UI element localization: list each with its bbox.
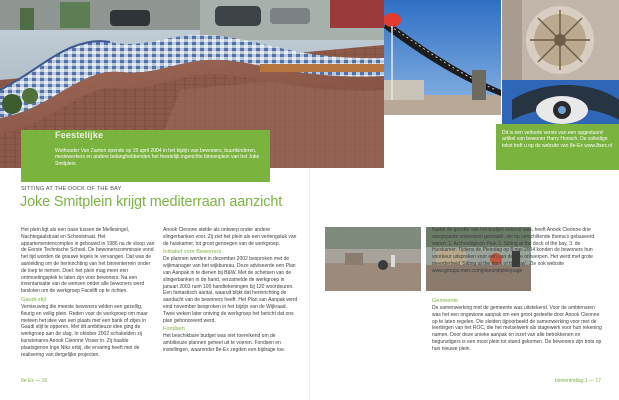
article-column-2 bbox=[163, 227, 298, 354]
paragraph: De samenwerking met de gemeente was uitstekend. Voor de ambtenaren was het een ongewone aanpak om een groot gedeelte door Anook Cleonne op te laten regelen. Die sleiden tijpoorbeeld de samenwerking voor met de leerlingen van het ROC, die het metselwerk als stagewerk voor hun rekening namen. Door deze unieke aanpak en inzet van alle betrokkenen en begunstigers is een mooi plein tot stand gekomen. De bewoners zijn trots op hun nieuwe plein. bbox=[432, 305, 602, 352]
paragraph: Nadat de grootte van het budget bekend was, heeft Anook Cleonne drie aangepaste ontwerpen gemaakt, die op verschillende thema's gebaseerd waren: 1. Archeologisch Park 2. Sitting at the dock of the bay, 3. de Huiskamer. Tijdens de Pleindag op 8 mei 2004 konden de bewoners hun voorkeur uitspreken voor een van de drie ontwerpen. Het werd met grote meerderheid 'Sitting at the dock of the bay'. Zie ook website www.groups.msn.com/jokesmitpleinpage bbox=[432, 227, 595, 274]
photo-mosaic-floor-image bbox=[502, 0, 619, 80]
article-headline: Joke Smitplein krijgt mediterraan aanzicht bbox=[20, 194, 283, 210]
paragraph: Anook Cleonne stelde als ontwerp onder andere slingerbanken voor. Zij ziet het plein als een verlengstuk van de huiskamer, tot groot genoegen van de werkgroep. bbox=[163, 227, 297, 247]
paragraph: De plannen werden in december 2002 besproken met de wijkmanager van het wijkbureau. Deze adviseerde een Plan van Aanpak in te dienen bij B&W. Met de schetsen van de slingerbanken in de hand, verzamelde de werkgroep in januari 2003 ruim 100 handtekeningen bij 120 woordeuren. Een fantastisch aantal, waaruit blijkt dat herinrichting de aandacht van de bewoners heeft. Het Plan van Aanpak werd eind november besproken in het bijzijn van de Wijkraad. Twee weken later ontving de werkgroep het bericht dat ons plan gehonoreerd werd. bbox=[163, 256, 298, 324]
photo-mosaic-floor bbox=[502, 0, 619, 80]
caption-box-left bbox=[21, 130, 270, 182]
section-tag: SITTING AT THE DOCK OF THE BAY bbox=[21, 186, 122, 192]
caption-text: Wethouder Van Zanten opende op 19 april 2004 in het bijzijn van bewoners, buurtkinderen, medewerkers en andere belanghebbenden het feestelijk ingerichte binnenplein van het Joke Smitplein. bbox=[55, 148, 260, 167]
paragraph: Het beschikbare budget was niet toereikend om de ambitieuze plannen geheel uit te voeren. Fondsen en instellingen, waaronder 8e-Ex zegden een bijdrage toe. bbox=[163, 333, 286, 353]
caption-box-right bbox=[496, 124, 619, 170]
photo-square-image bbox=[325, 227, 421, 291]
photo-square bbox=[325, 227, 421, 291]
subheading: Gemeente bbox=[432, 298, 459, 304]
subheading: Initiatief voor Bewoners bbox=[163, 249, 222, 256]
subheading: Gaudi-stijl bbox=[21, 296, 46, 303]
folio-right: binnentridlag 1 — 17 bbox=[554, 378, 601, 384]
folio-left: 8e Ex — 16 bbox=[21, 378, 48, 384]
article-column-3 bbox=[432, 227, 602, 275]
article-column-3b bbox=[432, 296, 602, 353]
article-column-1 bbox=[21, 227, 156, 358]
paragraph: Het plein ligt als een oase tussen de Mellesingel, Nachtegaalstraat en Schoolstraat. Het appartementencomplex is gebouwd in 1986 na de sloop van de Eerste Technische School. De bewonerscommissie vond het tijd worden de grauwe tegels te vervangen. Dat was de aanleiding om de herinrichting van het binnenterrein onder de loep te nemen. Doel: het plein mag meer een ontmoetingsplek te laten zijn voor bewoners. Na een inventarisatie van de wensen onder alle bewoners werd besloten om de werkgroep Facelift op te richten. bbox=[21, 227, 155, 295]
subheading: Fondsen bbox=[163, 326, 185, 333]
photo-sculpture-image bbox=[384, 0, 501, 115]
caption-heading: Feestelijke bbox=[55, 130, 104, 140]
paragraph: Vernieuwing die meeste bewoners wilden een gezellig, fleurig en veilig plein. Reden voor de werkgroep om maar meteen het idee van een plaats met een bank of zitjes in Gaudi stijl te opperen. Met dit ambitieuze idee ging de werkgroep aan de slag. In oktober 2002 schakelden zij kunstenares Anook Cleonne Visser in. Zij haalde plaatsgenoe Inge Niks erbij, die ervaring heeft met de realisering van dergelijke projecten. bbox=[21, 303, 148, 358]
photo-sculpture bbox=[384, 0, 501, 115]
caption-text-right: Dit is een verkorte versie van een opgestuurd artikel van bewoner Harry Honsch. De volledige tekst treft u op de website van 8e-Ex www.8sex.nl bbox=[502, 130, 613, 149]
